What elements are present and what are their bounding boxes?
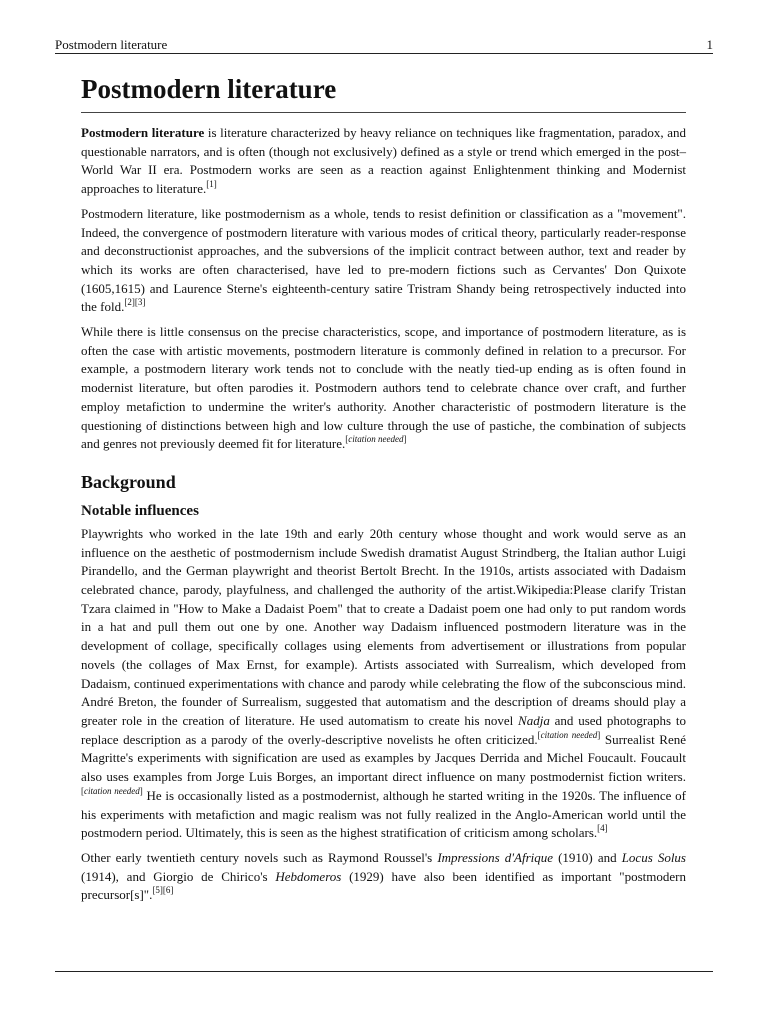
- paragraph-text: is literature characterized by heavy reliance on techniques like fragmentation, paradox, and questionable narrators, and is often (though not exclusively) defined as a style or trend which emerged in the post–World War II era. Postmodern works are seen as a reaction against Enlightenment thinking and Modernist approaches to literature.: [81, 125, 686, 197]
- citation-needed-tag[interactable]: [citation needed]: [537, 729, 601, 740]
- paragraph-text: (1929) have also been identified as important "postmodern precursor[s]".: [81, 868, 686, 903]
- paragraph-text: Other early twentieth century novels such as Raymond Roussel's: [81, 849, 438, 865]
- running-header-title: Postmodern literature: [55, 37, 168, 52]
- paragraph-text: (1914), and Giorgio de Chirico's: [81, 868, 276, 884]
- influences-paragraph-2: [81, 849, 686, 905]
- reference-link[interactable]: [2][3]: [124, 297, 146, 308]
- paragraph-text: Surrealist René Magritte's experiments with signification are used as examples by Jacques Derrida and Michel Foucault. Foucault also uses examples from Jorge Luis Borges, an important direct influence on many postmodernist fiction writers.: [81, 731, 686, 785]
- intro-paragraph-3: [81, 323, 686, 454]
- footer-divider: [55, 971, 713, 972]
- bold-lead-term: Postmodern literature: [81, 125, 205, 140]
- article-body: [81, 72, 686, 911]
- italic-title: Nadja: [518, 712, 550, 728]
- intro-paragraph-1: [81, 124, 686, 199]
- italic-title: Impressions d'Afrique: [437, 849, 554, 865]
- header-divider: [55, 53, 713, 54]
- reference-link[interactable]: [4]: [597, 823, 608, 834]
- reference-link[interactable]: [1]: [206, 179, 217, 190]
- paragraph-text: and used photographs to replace description as a parody of the overly-descriptive novelists he often criticized.: [81, 712, 686, 747]
- intro-paragraph-2: [81, 205, 686, 317]
- citation-needed-tag[interactable]: [citation needed]: [81, 785, 143, 796]
- citation-needed-text: citation needed: [540, 729, 598, 740]
- paragraph-text: While there is little consensus on the precise characteristics, scope, and importance of postmodern literature, as is often the case with artistic movements, postmodern literature is commonly defined in relation to a precursor. For example, a postmodern literary work tends not to conclude with the neatly tied-up ending as is often found in modernist literature, but often parodies it. Postmodern authors tend to celebrate chance over craft, and further employ metafiction to undermine the writer's authority. Another characteristic of postmodern literature is the questioning of distinctions between high and low culture through the use of pastiche, the combination of subjects and genres not previously deemed fit for literature.: [81, 324, 686, 452]
- paragraph-text: (1910) and: [553, 849, 622, 865]
- paragraph-text: Postmodern literature, like postmodernism as a whole, tends to resist definition or classification as a "movement". Indeed, the convergence of postmodern literature with various modes of critical theory, particularly reader-response and deconstructionist approaches, and the subversions of the implicit contract between author, text and reader by which its works are often characterised, have led to pre-modern fictions such as Cervantes' Don Quixote (1605,1615) and Laurence Sterne's eighteenth-century satire Tristram Shandy being retrospectively inducted into the fold.: [81, 205, 686, 315]
- section-heading-background: Background: [81, 471, 176, 492]
- subsection-heading-notable-influences: Notable influences: [81, 502, 199, 519]
- paragraph-text: He is occasionally listed as a postmodernist, although he started writing in the 1920s. The influence of his experiments with metafiction and magic realism was not fully realized in the Anglo-American world until the postmodern period. Ultimately, this is seen as the highest stratification of criticism among scholars.: [81, 787, 687, 841]
- italic-title: Locus Solus: [621, 849, 686, 865]
- influences-paragraph-1: [81, 525, 686, 843]
- citation-needed-text: citation needed: [84, 785, 140, 796]
- citation-needed-tag[interactable]: [citation needed]: [345, 434, 407, 445]
- page-number: 1: [706, 37, 713, 52]
- article-title: Postmodern literature: [81, 72, 686, 113]
- citation-needed-text: citation needed: [348, 434, 404, 445]
- paragraph-text: Playwrights who worked in the late 19th and early 20th century whose thought and work would serve as an influence on the aesthetic of postmodernism include Swedish dramatist August Strindberg, the Italian author Luigi Pirandello, and the German playwright and theorist Bertolt Brecht. In the 1910s, artists associated with Dadaism celebrated chance, parody, playfulness, and challenged the authority of the artist.Wikipedia:Please clarify Tristan Tzara claimed in "How to Make a Dadaist Poem" that to create a Dadaist poem one had only to put random words in a hat and pull them out one by one. Another way Dadaism influenced postmodern literature was in the development of collage, specifically collages using elements from advertisement or illustrations from popular novels (the collages of Max Ernst, for example). Artists associated with Surrealism, which developed from Dadaism, continued experimentations with chance and parody while celebrating the flow of the subconscious mind. André Breton, the founder of Surrealism, suggested that automatism and the description of dreams should play a greater role in the creation of literature. He used automatism to create his novel: [81, 525, 686, 728]
- reference-link[interactable]: [5][6]: [152, 885, 174, 896]
- italic-title: Hebdomeros: [275, 868, 342, 884]
